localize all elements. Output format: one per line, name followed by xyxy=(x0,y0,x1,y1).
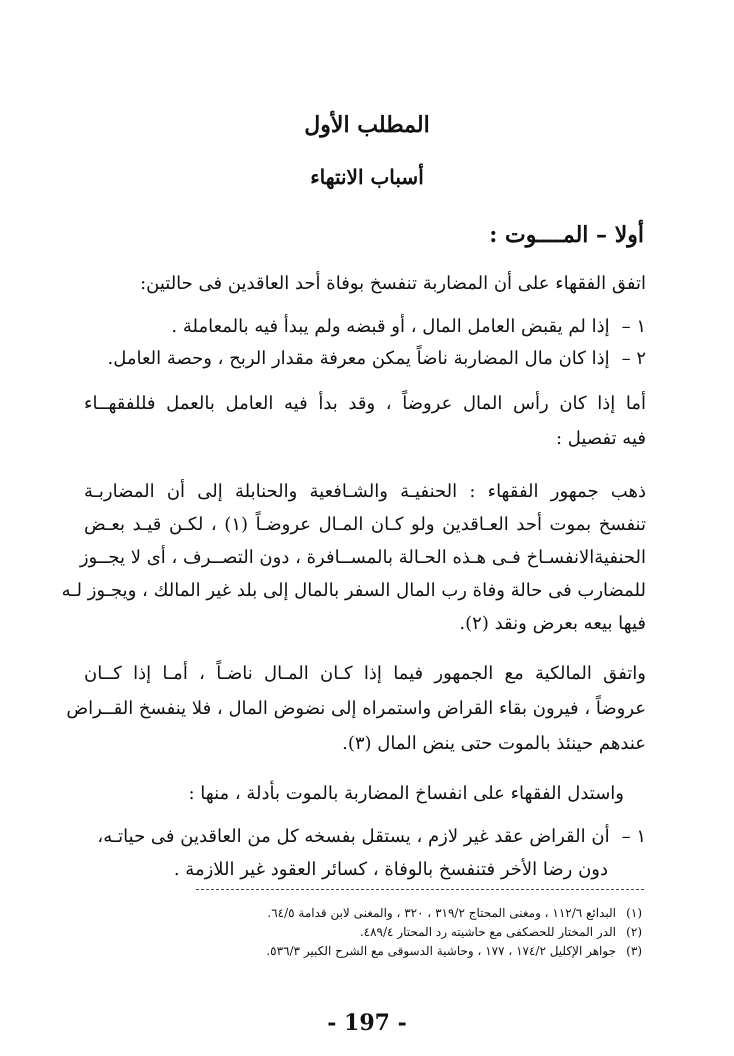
footnote-text: البدائع ١١٢/٦ ، ومغنى المحتاج ٣١٩/٢ ، ٣٢٠ ، والمغنى لابن قدامة ٦٤/٥. xyxy=(267,906,616,920)
case-number: ١ – xyxy=(621,316,646,337)
paragraph-line: فيه تفصيل : xyxy=(556,428,646,449)
case-text: إذا كان مال المضاربة ناضاً يمكن معرفة مقدار الربح ، وحصة العامل. xyxy=(107,348,610,369)
case-item xyxy=(171,316,646,337)
intro-text: اتفق الفقهاء على أن المضاربة تنفسخ بوفاة أحد العاقدين فى حالتين: xyxy=(140,273,646,294)
page-number: - 197 - xyxy=(327,1010,407,1036)
paragraph-line: تنفسخ بموت أحد العـاقدين ولو كـان المـال عروضـاً (١) ، لكـن قيـد بعـض xyxy=(84,514,646,535)
footnote-divider xyxy=(196,889,644,890)
paragraph-line: عروضاً ، فيرون بقاء القراض واستمراه إلى نضوض المال ، فلا ينفسخ القــراض xyxy=(66,698,646,719)
paragraph-line: أما إذا كان رأس المال عروضاً ، وقد بدأ فيه العامل بالعمل فللفقهــاء xyxy=(84,393,646,414)
footnote-text: الدر المختار للحصكفى مع حاشيته رد المحتار ٤٨٩/٤. xyxy=(359,925,616,939)
paragraph-line: عندهم حينئذ بالموت حتى ينض المال (٣). xyxy=(342,733,646,754)
page-subheading: أسباب الانتهاء xyxy=(310,165,424,189)
paragraph-line: ذهب جمهور الفقهاء : الحنفيـة والشـافعية والحنابلة إلى أن المضاربـة xyxy=(84,481,646,502)
footnote-text: جواهر الإكليل ١٧٤/٢ ، ١٧٧ ، وحاشية الدسوقى مع الشرح الكبير ٥٣٦/٣. xyxy=(266,944,616,958)
footnote xyxy=(266,944,642,958)
evidence-number: ١ – xyxy=(621,826,646,847)
footnote-number: (١) xyxy=(626,906,642,920)
evidence-item xyxy=(97,826,646,847)
evidence-continuation: دون رضا الأخر فتنفسخ بالوفاة ، كسائر العقود غير اللازمة . xyxy=(173,859,608,880)
footnote-number: (٢) xyxy=(626,925,642,939)
paragraph-line: واتفق المالكية مع الجمهور فيما إذا كـان المـال ناضـاً ، أمـا إذا كــان xyxy=(84,663,646,684)
footnote xyxy=(360,925,642,939)
evidence-text: أن القراض عقد غير لازم ، يستقل بفسخه كل من العاقدين فى حياتـه، xyxy=(97,826,610,847)
case-item xyxy=(108,348,646,369)
section-title: أولا – المــــوت : xyxy=(489,222,644,248)
footnote xyxy=(267,906,642,920)
paragraph-line: فيها بيعه بعرض ونقد (٢). xyxy=(459,613,646,634)
paragraph-line: الحنفيةالانفسـاخ فـى هـذه الحـالة بالمســافرة ، دون التصــرف ، أى لا يجــوز xyxy=(79,547,646,568)
paragraph-line: واستدل الفقهاء على انفساخ المضاربة بالموت بأدلة ، منها : xyxy=(188,783,624,804)
paragraph-line: للمضارب فى حالة وفاة رب المال السفر بالمال إلى بلد غير المالك ، ويجـوز لـه xyxy=(61,580,646,601)
case-number: ٢ – xyxy=(621,348,646,369)
case-text: إذا لم يقبض العامل المال ، أو قبضه ولم يبدأ فيه بالمعاملة . xyxy=(171,316,610,337)
page-heading: المطلب الأول xyxy=(304,112,430,138)
footnote-number: (٣) xyxy=(626,944,642,958)
